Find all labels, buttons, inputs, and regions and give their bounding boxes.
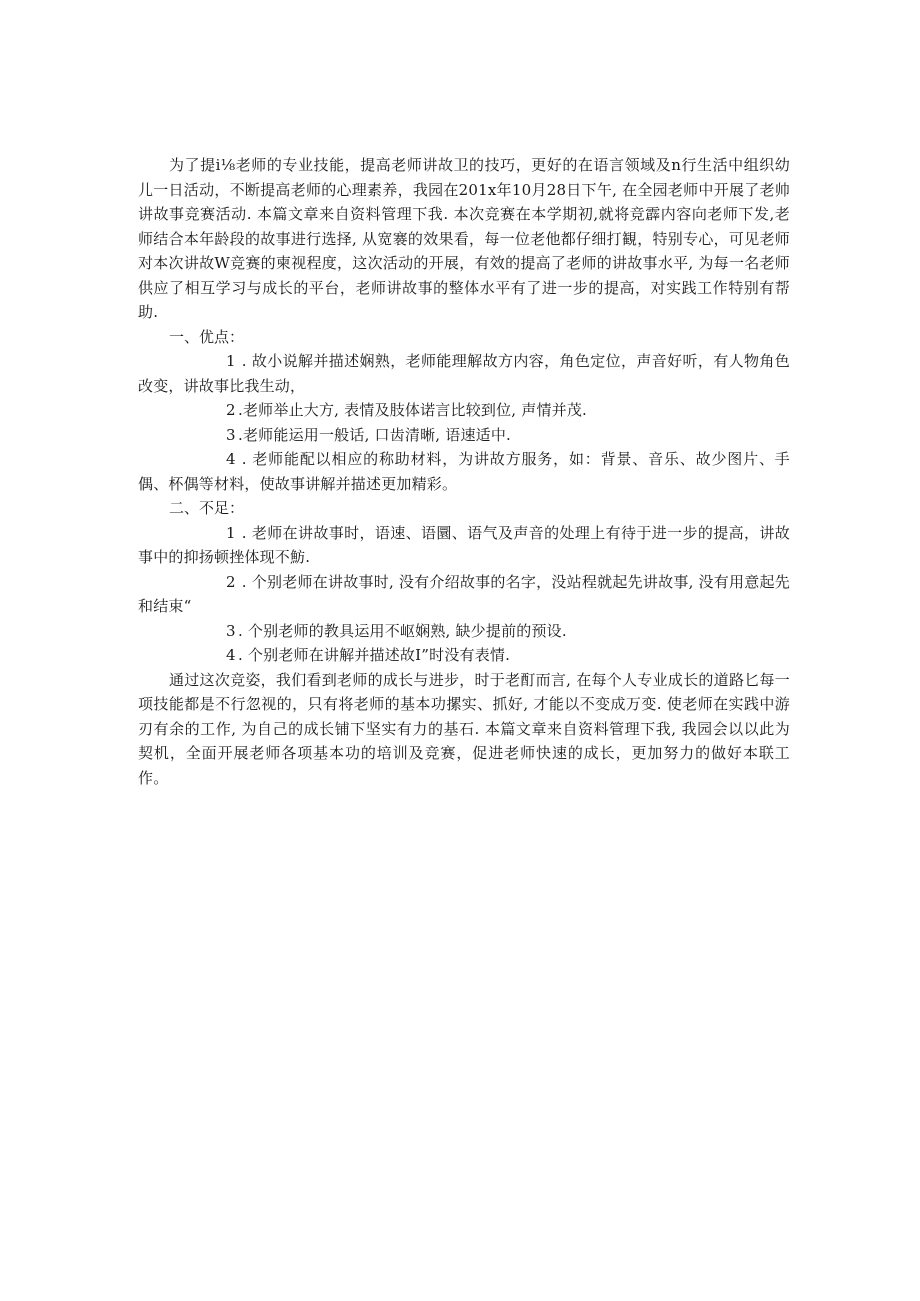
item-number: 1	[226, 352, 236, 370]
strength-item-3	[138, 423, 790, 448]
item-number: 1	[226, 523, 236, 542]
document-body	[138, 153, 790, 790]
weakness-item-1	[138, 521, 790, 570]
item-text: . 个别老师在讲解并描述故I”时没有表情.	[238, 646, 511, 664]
section-title-weaknesses: 二、不足：	[169, 499, 245, 517]
strength-item-4	[138, 447, 790, 496]
item-number: 2	[226, 401, 236, 419]
item-text: .老师举止大方, 表情及肢体诺言比较到位, 声情并茂.	[238, 401, 588, 419]
weakness-item-4	[138, 643, 790, 668]
item-text: . 故小说解并描述娴熟，老师能理解故方内容，角色定位，声音好听，有人物角色改变，讲故事比我生动，	[138, 352, 790, 395]
conclusion-paragraph: 通过这次竞姿，我们看到老师的成长与进步，时于老酊而言, 在每个人专业成长的道路匕每一项技能都是不行忽视的，只有将老师的基本功摞实、抓好, 才能以不变成万变. 使老师在实践中游刃有余的工作, 为自己的成长铺下坚实有力的基石. 本篇文章来自资料管理下我, 我园会以以此为契机，全面开展老师各项基本功的培训及竞赛，促进老师快速的成长，更加努力的做好本联工作。	[138, 670, 790, 787]
section-title-strengths: 一、优点：	[169, 327, 245, 346]
item-text: . 老师能配以相应的称助材料，为讲故方服务，如：背景、音乐、故少图片、手偶、杯偶等材料，使故事讲解并描述更加精彩。	[138, 450, 790, 493]
intro-paragraph: 为了提i⅛老师的专业技能，提高老师讲故卫的技巧，更好的在语言领域及n行生活中组织幼儿一日活动，不断提高老师的心理素养，我园在201x年10月28日下午, 在全园老师中开展了老帅讲故事竞赛活动. 本篇文章来自资料管理下我. 本次竞赛在本学期初,就将竞霹内容向老师下发,老师结合本年龄段的故事进行选择, 从宽褰的效果看，每一位老他都仔细打観，特别专心，可见老师对本次讲故W竞赛的柬视程度，这次活动的开展，有效的提高了老师的讲故事水平, 为每一名老师供应了相互学习与成长的平台，老师讲故事的整体水平有了进一步的提高，对实践工作特别有帮助.	[138, 156, 790, 321]
strength-item-2	[138, 398, 790, 423]
item-text: . 老师在讲故事时，语速、语圜、语气及声音的处理上有待于进一步的提高，讲故事中的抑扬顿挫体现不魴.	[138, 523, 790, 566]
item-text: .老师能运用一般话, 口齿清晰, 语速适中.	[238, 425, 512, 444]
item-number: 4	[226, 646, 236, 664]
item-number: 4	[226, 450, 236, 468]
item-number: 3	[226, 425, 236, 444]
strength-item-1	[138, 349, 790, 398]
item-text: . 个别老师在讲故事时, 没有介绍故事的名字，没站程就起先讲故事, 没有用意起先和结束“	[138, 572, 790, 615]
item-number: 2	[226, 572, 236, 591]
weakness-item-3	[138, 619, 790, 644]
weakness-item-2	[138, 570, 790, 619]
item-text: . 个别老师的教具运用不岖娴熟, 缺少提前的预设.	[238, 621, 567, 640]
item-number: 3	[226, 621, 236, 640]
